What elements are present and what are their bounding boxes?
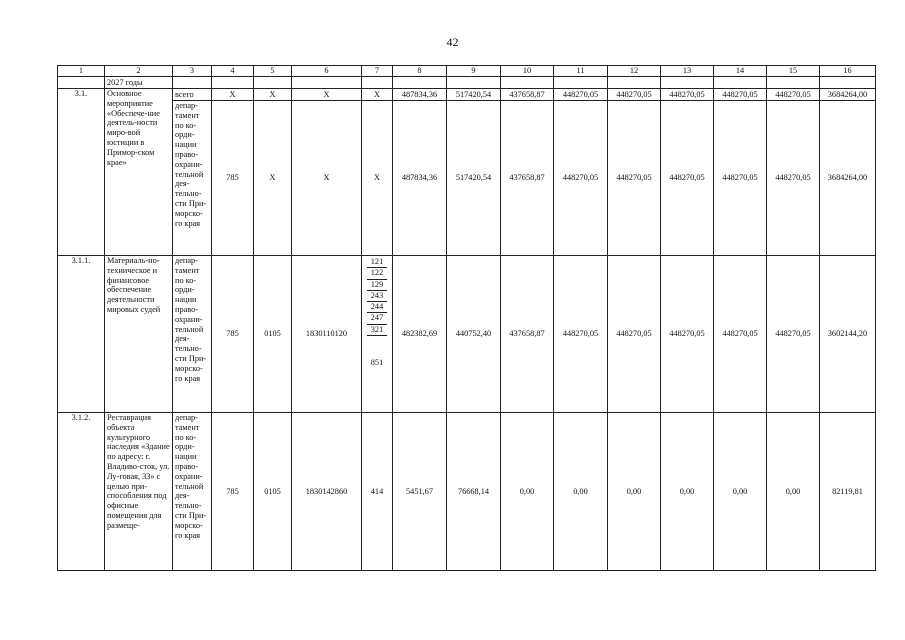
table-cell: 448270,05 xyxy=(608,101,661,256)
table-cell: 414 xyxy=(362,413,393,571)
table-cell: 437658,87 xyxy=(501,101,554,256)
table-cell: 448270,05 xyxy=(608,256,661,413)
table-cell: 0,00 xyxy=(767,413,820,571)
table-cell: 448270,05 xyxy=(554,101,608,256)
table-cell: 448270,05 xyxy=(767,256,820,413)
table-cell: 448270,05 xyxy=(767,89,820,101)
executor: депар-тамент по ко-орди-нации право-охрани-тельной дея-тельно-сти При-морско-го края xyxy=(173,256,212,413)
table-cell: 0,00 xyxy=(714,413,767,571)
table-cell: 448270,05 xyxy=(661,256,714,413)
table-cell: X xyxy=(292,89,362,101)
table-cell: 0,00 xyxy=(608,413,661,571)
table-cell: 785 xyxy=(212,413,254,571)
table-cell: 1830110120 xyxy=(292,256,362,413)
budget-table xyxy=(57,65,876,571)
row-name: Основное мероприятие «Обеспече-ние деятель-ности миро-вой юстиции в Примор-ском крае» xyxy=(105,89,173,256)
table-cell: 82119,81 xyxy=(820,413,876,571)
expense-code: 121 xyxy=(367,257,387,268)
table-cell: 0105 xyxy=(254,256,292,413)
col-header: 8 xyxy=(393,66,447,77)
table-cell: 482382,69 xyxy=(393,256,447,413)
column-number-row xyxy=(58,66,876,77)
expense-codes xyxy=(362,256,393,413)
row-name: Материаль-но-техническое и финансовое обеспечение деятельности мировых судей xyxy=(105,256,173,413)
col-header: 9 xyxy=(447,66,501,77)
col-header: 11 xyxy=(554,66,608,77)
table-cell: 0105 xyxy=(254,413,292,571)
table-cell: X xyxy=(212,89,254,101)
col-header: 1 xyxy=(58,66,105,77)
table-cell: X xyxy=(254,101,292,256)
table-cell: 487834,36 xyxy=(393,89,447,101)
table-row xyxy=(58,256,876,413)
table-cell: 448270,05 xyxy=(608,89,661,101)
table-cell: 448270,05 xyxy=(554,256,608,413)
year-row xyxy=(58,77,876,89)
expense-code: 321 xyxy=(367,325,387,336)
table-cell: 448270,05 xyxy=(714,256,767,413)
col-header: 16 xyxy=(820,66,876,77)
expense-code: 129 xyxy=(367,280,387,291)
col-header: 13 xyxy=(661,66,714,77)
col-header: 6 xyxy=(292,66,362,77)
table-cell: 448270,05 xyxy=(661,101,714,256)
expense-code: 851 xyxy=(370,358,384,368)
col-header: 3 xyxy=(173,66,212,77)
col-header: 10 xyxy=(501,66,554,77)
expense-code: 122 xyxy=(367,268,387,279)
table-cell: 437658,87 xyxy=(501,256,554,413)
table-cell: 3684264,00 xyxy=(820,89,876,101)
table-cell: 0,00 xyxy=(501,413,554,571)
expense-code: 243 xyxy=(367,291,387,302)
col-header: 15 xyxy=(767,66,820,77)
col-header: 12 xyxy=(608,66,661,77)
table-cell: 0,00 xyxy=(661,413,714,571)
col-header: 14 xyxy=(714,66,767,77)
row-name: Реставрация объекта культурного наследия «Здание по адресу: г. Владиво-сток, ул. Лу-говая, 33» с целью при-способления под офисные помещения для размеще- xyxy=(105,413,173,571)
table-cell: 0,00 xyxy=(554,413,608,571)
table-cell: 3602144,20 xyxy=(820,256,876,413)
table-row xyxy=(58,89,876,101)
table-row xyxy=(58,101,876,256)
table-cell: 785 xyxy=(212,256,254,413)
col-header: 5 xyxy=(254,66,292,77)
table-cell: X xyxy=(292,101,362,256)
table-cell: 5451,67 xyxy=(393,413,447,571)
table-cell: 448270,05 xyxy=(767,101,820,256)
table-cell: 517420,54 xyxy=(447,101,501,256)
table-cell: 448270,05 xyxy=(554,89,608,101)
col-header: 2 xyxy=(105,66,173,77)
row-number: 3.1.2. xyxy=(58,413,105,571)
table-cell: 448270,05 xyxy=(714,89,767,101)
expense-code: 247 xyxy=(367,313,387,324)
table-cell: X xyxy=(254,89,292,101)
table-row xyxy=(58,413,876,571)
year-label: 2027 годы xyxy=(105,77,173,89)
col-header: 4 xyxy=(212,66,254,77)
row-number: 3.1. xyxy=(58,89,105,256)
executor: депар-тамент по ко-орди-нации право-охрани-тельной дея-тельно-сти При-морско-го края xyxy=(173,101,212,256)
table-cell: 448270,05 xyxy=(714,101,767,256)
col-header: 7 xyxy=(362,66,393,77)
table-cell: 487834,36 xyxy=(393,101,447,256)
table-cell: 440752,40 xyxy=(447,256,501,413)
row-number: 3.1.1. xyxy=(58,256,105,413)
table-cell: 785 xyxy=(212,101,254,256)
table-cell: 437658,87 xyxy=(501,89,554,101)
executor-total: всего xyxy=(173,89,212,101)
table-cell: 3684264,00 xyxy=(820,101,876,256)
table-cell: X xyxy=(362,101,393,256)
executor: депар-тамент по ко-орди-нации право-охрани-тельной дея-тельно-сти При-морско-го края xyxy=(173,413,212,571)
table-cell: X xyxy=(362,89,393,101)
table-cell: 517420,54 xyxy=(447,89,501,101)
expense-code: 244 xyxy=(367,302,387,313)
page-number: 42 xyxy=(446,35,459,49)
table-cell: 1830142860 xyxy=(292,413,362,571)
table-cell: 76668,14 xyxy=(447,413,501,571)
table-cell: 448270,05 xyxy=(661,89,714,101)
